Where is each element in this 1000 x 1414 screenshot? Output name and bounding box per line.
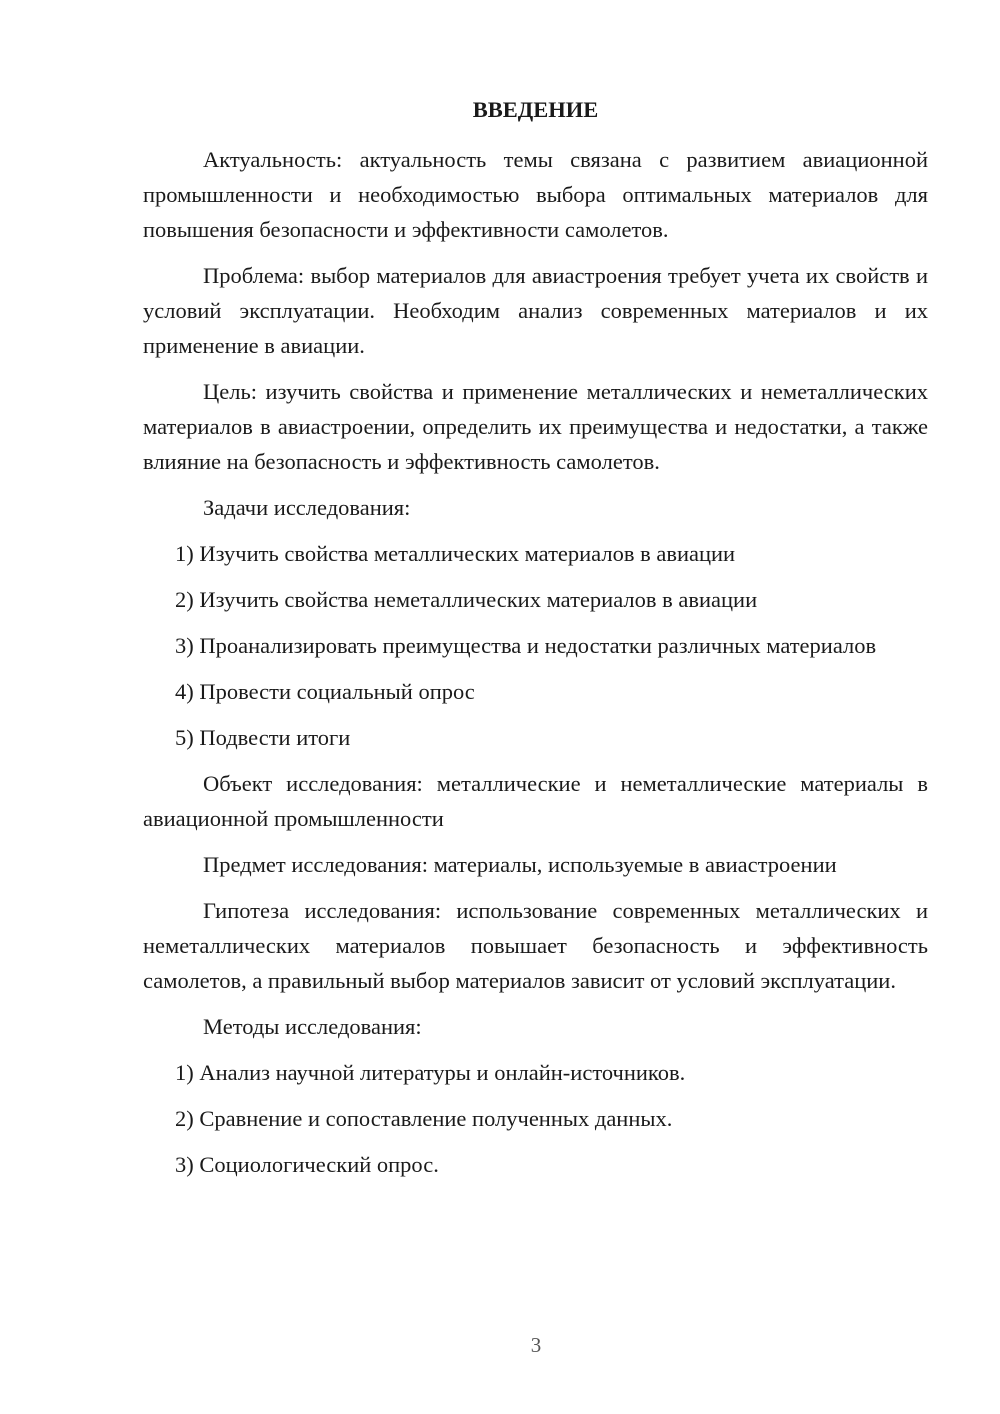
section-heading: ВВЕДЕНИЕ [472,97,599,122]
task-item: 4) Провести социальный опрос [175,679,475,704]
page-content [143,95,928,1193]
goal-paragraph: Цель: изучить свойства и применение металлических и неметаллических материалов в авиастроении, определить их преимущества и недостатки, а также влияние на безопасность и эффективность самолетов. [143,379,928,474]
hypothesis-paragraph: Гипотеза исследования: использование современных металлических и неметаллических материалов повышает безопасность и эффективность самолетов, а правильный выбор материалов зависит от условий эксплуатации. [143,898,928,993]
methods-title: Методы исследования: [203,1014,422,1039]
subject-paragraph: Предмет исследования: материалы, используемые в авиастроении [203,852,837,877]
task-item: 3) Проанализировать преимущества и недостатки различных материалов [175,633,877,658]
task-item: 1) Изучить свойства металлических материалов в авиации [175,541,736,566]
method-item: 1) Анализ научной литературы и онлайн-источников. [175,1060,686,1085]
tasks-title: Задачи исследования: [203,495,411,520]
object-paragraph: Объект исследования: металлические и неметаллические материалы в авиационной промышленности [143,771,928,831]
method-item: 2) Сравнение и сопоставление полученных данных. [175,1106,673,1131]
page-number: 3 [530,1333,542,1357]
problem-paragraph: Проблема: выбор материалов для авиастроения требует учета их свойств и условий эксплуатации. Необходим анализ современных материалов и их применение в авиации. [143,263,928,358]
task-item: 2) Изучить свойства неметаллических материалов в авиации [175,587,758,612]
task-item: 5) Подвести итоги [175,725,351,750]
method-item: 3) Социологический опрос. [175,1152,439,1177]
actuality-paragraph: Актуальность: актуальность темы связана с развитием авиационной промышленности и необходимостью выбора оптимальных материалов для повышения безопасности и эффективности самолетов. [143,147,928,242]
